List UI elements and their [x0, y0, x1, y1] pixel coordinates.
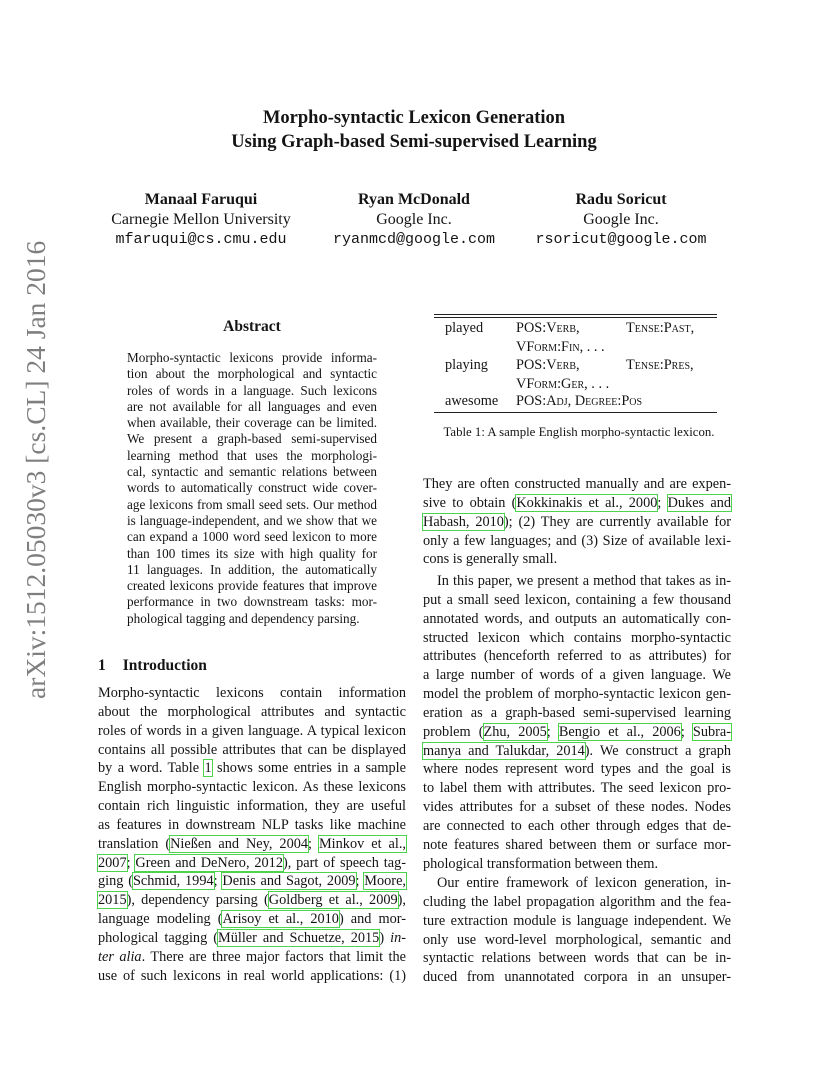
table-cell-attr: POS:Verb, [516, 320, 580, 336]
text-line [98, 929, 406, 948]
text-run: ), dependency parsing ( [126, 892, 269, 909]
table-top-rule [434, 314, 717, 315]
abstract-heading: Abstract [223, 318, 281, 335]
citation-link[interactable]: Nießen and Ney, 2004 [170, 835, 309, 852]
text-line: syntactic relations between words that can be in- [423, 950, 731, 967]
table-row [434, 393, 717, 412]
text-line [98, 759, 406, 778]
author-affiliation: Carnegie Mellon University [111, 211, 291, 228]
text-line [423, 723, 731, 742]
text-line: English morpho-syntactic lexicon. As these lexicons [98, 779, 406, 796]
attr-value: Pos [621, 393, 643, 409]
body-paragraph [423, 572, 731, 874]
attr-key: Tense [626, 320, 660, 336]
text-line [98, 891, 406, 910]
section-title: Introduction [122, 657, 207, 674]
text-line: phological transformation between them. [423, 855, 659, 872]
text-line: contain rich linguistic information, they are useful [98, 798, 406, 815]
text-line [98, 835, 406, 854]
table-top-rule [434, 317, 717, 318]
abstract-line: can expand a 1000 word seed lexicon to more [127, 529, 377, 545]
author-block-2 [313, 190, 515, 250]
text-line: are connected to each other through edges that de- [423, 817, 731, 834]
text-line: attributes (henceforth referred to as attributes) for [423, 648, 731, 665]
citation-link[interactable]: manya and Talukdar, 2014 [423, 742, 585, 759]
text-line: only a few languages; and (3) Size of available lexi- [423, 532, 731, 549]
attr-value: Adj [546, 393, 568, 409]
table-cell-attr: POS:Adj, Degree:Pos [516, 393, 643, 409]
table-cell-attr: Tense:Past, [626, 320, 695, 336]
table-bottom-rule [434, 412, 717, 413]
attr-value: Verb [546, 320, 576, 336]
italic-run: in- [390, 929, 406, 946]
text-line: annotated words, and outputs an automatically con- [423, 610, 731, 627]
text-line: a large number of words of a given language. We [423, 667, 731, 684]
citation-link[interactable]: Goldberg et al., 2009 [268, 892, 398, 909]
text-line: cluding the label propagation algorithm and the fea- [423, 893, 731, 910]
attr-key: POS [516, 320, 543, 336]
citation-link[interactable]: Bengio et al., 2006 [558, 723, 681, 740]
attr-key: POS [516, 393, 543, 409]
text-run: problem ( [423, 723, 484, 740]
author-affiliation: Google Inc. [583, 211, 659, 228]
table-row [434, 320, 717, 339]
attr-value: Pres [663, 357, 691, 373]
citation-link[interactable]: Green and DeNero, 2012 [135, 854, 283, 871]
table-cell-attr: VForm:Fin, . . . [516, 339, 605, 355]
abstract-line: is language-independent, and we show that we [127, 512, 377, 528]
abstract-body [127, 350, 377, 627]
citation-link[interactable]: Minkov et al., [318, 835, 406, 852]
table-cell-word: played [445, 320, 484, 336]
text-line: They are often constructed manually and are expen- [423, 476, 731, 492]
attr-value: Past [663, 320, 691, 336]
body-paragraph [423, 475, 731, 569]
text-line: model the problem of morpho-syntactic lexicon gen- [423, 686, 731, 703]
abstract-line: learning method that uses the morphologi- [127, 447, 377, 463]
table-cell-word: awesome [445, 393, 499, 409]
abstract-line: Morpho-syntactic lexicons provide informa- [127, 350, 377, 365]
attr-key: Degree [574, 393, 618, 409]
text-run: phological tagging ( [98, 929, 218, 946]
text-run: ; [680, 723, 693, 740]
citation-link[interactable]: Subra- [692, 723, 731, 740]
table-row-continuation [434, 339, 717, 358]
text-run: ; [546, 723, 559, 740]
citation-link[interactable]: Zhu, 2005 [483, 723, 547, 740]
table-cell-attr: VForm:Ger, . . . [516, 376, 610, 392]
text-run: . There are three major factors that limit the [141, 948, 406, 965]
text-run: by a word. Table [98, 760, 205, 777]
title-line-2: Using Graph-based Semi-supervised Learning [231, 132, 597, 152]
arxiv-identifier: arXiv:1512.05030v3 [cs.CL] 24 Jan 2016 [20, 240, 51, 699]
author-affiliation: Google Inc. [376, 211, 452, 228]
author-block-3 [518, 190, 724, 250]
text-line: duced from unannotated corpora in an unsuper- [423, 969, 731, 986]
text-run: shows some entries in a sample [211, 760, 406, 777]
text-line [98, 872, 406, 891]
abstract-line: words to automatically construct wide cover- [127, 480, 377, 496]
author-email: mfaruqui@cs.cmu.edu [115, 231, 287, 248]
text-run: language modeling ( [98, 911, 223, 928]
text-run: ; [308, 835, 319, 852]
attr-key: Tense [626, 357, 660, 373]
attr-value: Verb [546, 357, 576, 373]
abstract-line: are not available for all languages and even [127, 398, 377, 414]
italic-run: ter alia [98, 948, 142, 965]
text-run: ); (2) They are currently available for [503, 513, 731, 530]
text-line [423, 513, 731, 532]
abstract-line: 11 languages. In addition, the automatically [127, 561, 377, 577]
text-run: ging ( [98, 873, 133, 890]
text-line [98, 910, 406, 929]
section-heading [98, 657, 207, 675]
citation-link[interactable]: 2007 [98, 854, 127, 871]
author-name: Manaal Faruqui [144, 191, 258, 208]
abstract-line: than 100 times its size with high quality for [127, 545, 377, 561]
abstract-line: cal, syntactic and semantic relations between [127, 464, 377, 480]
text-run: sive to obtain ( [423, 494, 517, 511]
table-cell-attr: POS:Verb, [516, 357, 580, 373]
author-block-1 [96, 190, 306, 250]
text-line: use of such lexicons in real world applications: (1) [98, 967, 406, 984]
text-line: about the morphological attributes and syntactic [98, 703, 406, 720]
text-line [98, 854, 406, 873]
table-row [434, 357, 717, 376]
text-run: ; [657, 494, 668, 511]
text-line: Morpho-syntactic lexicons contain information [98, 685, 406, 701]
paper-title [140, 106, 688, 154]
text-line: eration as a graph-based semi-supervised learning [423, 704, 731, 721]
text-run: ), part of speech tag- [282, 854, 406, 871]
abstract-line: performance in two downstream tasks: mor- [127, 594, 377, 610]
section-number: 1 [98, 657, 106, 674]
text-line [98, 948, 406, 967]
text-run: ; [355, 873, 365, 890]
abstract-line: tion about the morphological and syntactic [127, 366, 377, 382]
citation-link[interactable]: Kokkinakis et al., 2000 [516, 494, 658, 511]
text-line: only use word-level morphological, semantic and [423, 931, 731, 948]
table-ref-link[interactable]: 1 [204, 760, 212, 777]
abstract-line: phological tagging and dependency parsing. [127, 610, 360, 626]
text-line: where nodes represent word types and the goal is [423, 761, 731, 778]
text-line [423, 494, 731, 513]
citation-link[interactable]: 2015 [98, 892, 127, 909]
text-run: ) and mor- [338, 911, 406, 928]
abstract-line: roles of words in a language. Such lexicons [127, 382, 377, 398]
abstract-line: created lexicons provide features that improve [127, 578, 377, 594]
text-line: to label them with attributes. The seed lexicon pro- [423, 780, 731, 797]
text-line: put a small seed lexicon, containing a few thousand [423, 591, 731, 608]
attr-key: VForm [516, 339, 558, 355]
citation-link[interactable]: Arisoy et al., 2010 [222, 911, 339, 928]
body-paragraph [423, 874, 731, 987]
text-line: roles of words in a given language. A typical lexicon [98, 722, 406, 739]
text-run: ; [126, 854, 136, 871]
citation-link[interactable]: Dukes and [667, 494, 732, 511]
text-line [423, 742, 731, 761]
attr-value: Fin [561, 339, 580, 355]
text-line: Our entire framework of lexicon generation, in- [437, 875, 731, 891]
citation-link[interactable]: Habash, 2010 [423, 513, 504, 530]
author-name: Radu Soricut [575, 191, 667, 208]
attr-key: POS [516, 357, 543, 373]
text-run: ), [397, 892, 406, 909]
table-caption: Table 1: A sample English morpho-syntactic lexicon. [443, 425, 715, 439]
lexicon-table [434, 314, 717, 414]
text-run: translation ( [98, 835, 171, 852]
text-run: ; [213, 873, 223, 890]
table-cell-attr: Tense:Pres, [626, 357, 694, 373]
table-cell-word: playing [445, 357, 488, 373]
author-email: rsoricut@google.com [535, 231, 707, 248]
text-line: ture extraction module is language independent. We [423, 912, 731, 929]
text-run: ) [379, 929, 391, 946]
citation-link[interactable]: Denis and Sagot, 2009 [222, 873, 356, 890]
citation-link[interactable]: Moore, [364, 873, 406, 890]
text-run: ). We construct a graph [584, 742, 731, 759]
abstract-line: age lexicons from small seed sets. Our method [127, 496, 377, 512]
author-email: ryanmcd@google.com [332, 231, 496, 248]
attr-value: Ger [561, 376, 585, 392]
text-line: structed lexicon which contains morpho-syntactic [423, 629, 731, 646]
text-line: vides attributes for a subset of these nodes. Nodes [423, 799, 731, 816]
text-line: cons is generally small. [423, 551, 558, 568]
citation-link[interactable]: Müller and Schuetze, 2015 [218, 929, 380, 946]
citation-link[interactable]: Schmid, 1994 [132, 873, 214, 890]
text-line: note features shared between them or surface mor- [423, 836, 731, 853]
text-line: In this paper, we present a method that takes as in- [437, 573, 731, 589]
author-name: Ryan McDonald [358, 191, 470, 208]
title-line-1: Morpho-syntactic Lexicon Generation [262, 108, 566, 128]
text-line: contains all possible attributes that can be displayed [98, 741, 406, 758]
intro-paragraph [98, 684, 406, 986]
text-line: as features in downstream NLP tasks like machine [98, 816, 406, 833]
abstract-line: We present a graph-based semi-supervised [127, 431, 377, 447]
attr-key: VForm [516, 376, 558, 392]
abstract-line: when available, their coverage can be limited. [127, 415, 377, 431]
